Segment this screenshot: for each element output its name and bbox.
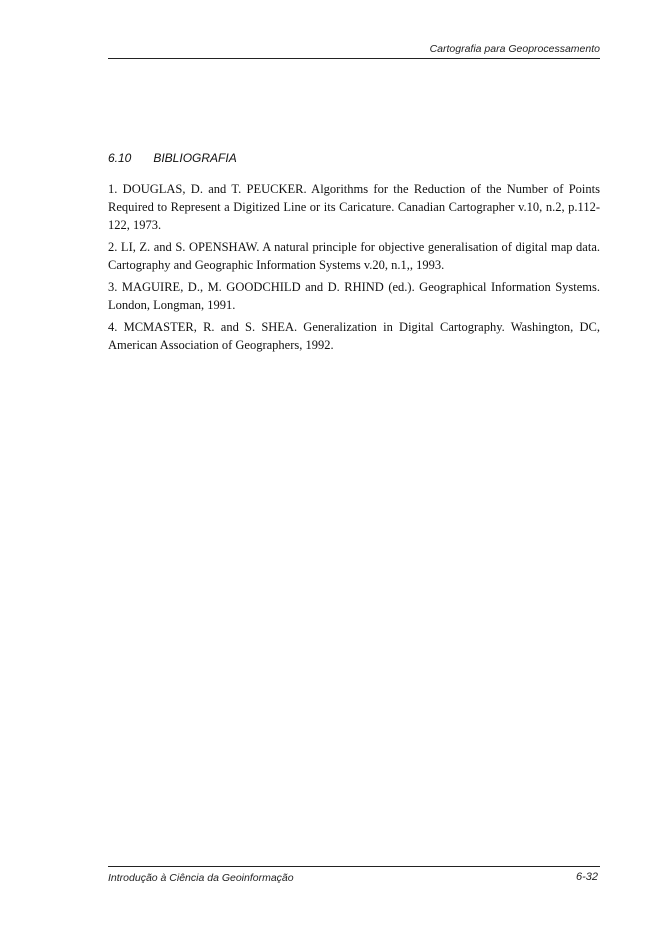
section-number: 6.10 bbox=[108, 151, 132, 165]
page-number: 6-32 bbox=[575, 871, 598, 883]
reference-item: 4. MCMASTER, R. and S. SHEA. Generalization in Digital Cartography. Washington, DC, American Association of Geographers, 1992. bbox=[108, 320, 600, 352]
footer-title: Introdução à Ciência da Geoinformação bbox=[108, 872, 294, 884]
reference-item: 2. LI, Z. and S. OPENSHAW. A natural principle for objective generalisation of digital map data. Cartography and Geographic Information Systems v.20, n.1,, 1993. bbox=[108, 240, 600, 272]
reference-list bbox=[108, 180, 600, 358]
reference-item: 3. MAGUIRE, D., M. GOODCHILD and D. RHIND (ed.). Geographical Information Systems. London, Longman, 1991. bbox=[108, 280, 600, 312]
page-footer bbox=[108, 866, 600, 891]
header-title: Cartografia para Geoprocessamento bbox=[429, 43, 600, 55]
section-title: BIBLIOGRAFIA bbox=[153, 151, 237, 165]
reference-item: 1. DOUGLAS, D. and T. PEUCKER. Algorithms for the Reduction of the Number of Points Required to Represent a Digitized Line or its Caricature. Canadian Cartographer v.10, n.2, p.112-122, 1973. bbox=[108, 182, 600, 232]
page-header bbox=[108, 40, 600, 59]
section-heading bbox=[108, 151, 237, 165]
